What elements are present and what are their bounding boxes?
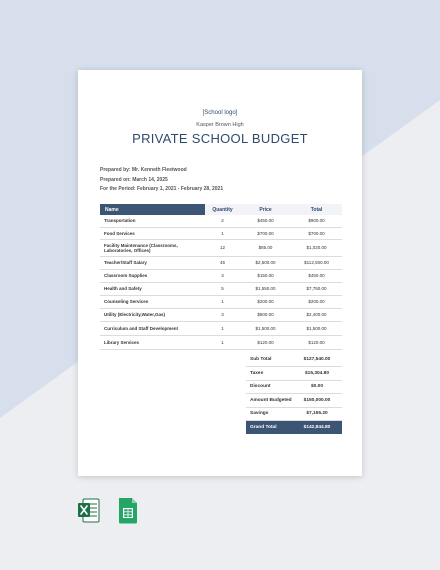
row-name: Utility (Electricity,Water,Gas) bbox=[100, 308, 205, 321]
row-quantity: 45 bbox=[205, 256, 240, 269]
period-value: February 1, 2021 - February 28, 2021 bbox=[136, 186, 224, 192]
row-total: $1,020.00 bbox=[291, 239, 342, 256]
row-price: $700.00 bbox=[240, 227, 291, 239]
row-name: Classroom Supplies bbox=[100, 269, 205, 282]
row-total: $450.00 bbox=[291, 269, 342, 282]
summary-label: Amount Budgeted bbox=[246, 394, 292, 408]
row-name: Facility Maintenance (Classrooms, Laboratories, Offices) bbox=[100, 239, 205, 256]
table-row bbox=[100, 227, 342, 239]
summary-table bbox=[246, 353, 342, 434]
table-row bbox=[100, 335, 342, 349]
table-row bbox=[100, 295, 342, 308]
budget-table bbox=[100, 204, 342, 350]
table-row bbox=[100, 215, 342, 227]
row-total: $700.00 bbox=[291, 227, 342, 239]
summary-value: $7,155.20 bbox=[292, 407, 342, 421]
prepared-on-label: Prepared on: bbox=[100, 177, 131, 183]
row-total: $200.00 bbox=[291, 295, 342, 308]
prepared-on-value: March 14, 2025 bbox=[132, 177, 168, 183]
row-price: $1,500.00 bbox=[240, 321, 291, 335]
table-header-row bbox=[100, 204, 342, 215]
summary-label: Discount bbox=[246, 380, 292, 394]
summary-row-discount bbox=[246, 380, 342, 394]
table-row bbox=[100, 308, 342, 321]
row-quantity: 5 bbox=[205, 282, 240, 295]
row-price: $2,500.00 bbox=[240, 256, 291, 269]
summary-row-savings bbox=[246, 407, 342, 421]
row-quantity: 1 bbox=[205, 335, 240, 349]
prepared-by-label: Prepared by: bbox=[100, 167, 131, 173]
row-quantity: 3 bbox=[205, 269, 240, 282]
row-price: $450.00 bbox=[240, 215, 291, 227]
school-name: Kasper Brown High bbox=[196, 122, 244, 128]
row-quantity: 3 bbox=[205, 308, 240, 321]
row-price: $150.00 bbox=[240, 269, 291, 282]
summary-label: Savings bbox=[246, 407, 292, 421]
summary-row-grand-total bbox=[246, 421, 342, 435]
table-row bbox=[100, 239, 342, 256]
row-quantity: 12 bbox=[205, 239, 240, 256]
summary-value: $127,540.00 bbox=[292, 353, 342, 367]
table-row bbox=[100, 269, 342, 282]
row-name: Health and Safety bbox=[100, 282, 205, 295]
document-title: PRIVATE SCHOOL BUDGET bbox=[132, 131, 308, 146]
row-total: $1,500.00 bbox=[291, 321, 342, 335]
row-name: Library Services bbox=[100, 335, 205, 349]
row-total: $120.00 bbox=[291, 335, 342, 349]
prepared-on bbox=[100, 177, 168, 183]
header-quantity: Quantity bbox=[205, 204, 240, 215]
row-name: Curriculum and Staff Development bbox=[100, 321, 205, 335]
summary-value: $15,304.80 bbox=[292, 367, 342, 381]
row-total: $900.00 bbox=[291, 215, 342, 227]
table-row bbox=[100, 321, 342, 335]
summary-row-amount-budgeted bbox=[246, 394, 342, 408]
row-name: Teacher/Staff Salary bbox=[100, 256, 205, 269]
table-row bbox=[100, 256, 342, 269]
google-sheets-icon[interactable] bbox=[117, 497, 139, 524]
summary-row-subtotal bbox=[246, 353, 342, 367]
budget-period bbox=[100, 186, 223, 192]
table-row bbox=[100, 282, 342, 295]
summary-label: Grand Total bbox=[246, 421, 292, 435]
header-price: Price bbox=[240, 204, 291, 215]
period-label: For the Period: bbox=[100, 186, 136, 192]
row-quantity: 1 bbox=[205, 227, 240, 239]
header-total: Total bbox=[291, 204, 342, 215]
row-price: $85.00 bbox=[240, 239, 291, 256]
summary-label: Taxes bbox=[246, 367, 292, 381]
row-total: $7,750.00 bbox=[291, 282, 342, 295]
prepared-by bbox=[100, 167, 187, 173]
row-quantity: 2 bbox=[205, 215, 240, 227]
row-total: $2,400.00 bbox=[291, 308, 342, 321]
summary-value: $0.00 bbox=[292, 380, 342, 394]
summary-label: Sub Total bbox=[246, 353, 292, 367]
row-price: $120.00 bbox=[240, 335, 291, 349]
school-logo-placeholder: [School logo] bbox=[202, 110, 238, 116]
excel-icon[interactable] bbox=[78, 497, 100, 524]
row-total: $112,500.00 bbox=[291, 256, 342, 269]
prepared-by-value: Mr. Kenneth Fleetwood bbox=[131, 167, 187, 173]
summary-value: $142,844.80 bbox=[292, 421, 342, 435]
row-price: $1,550.00 bbox=[240, 282, 291, 295]
row-price: $800.00 bbox=[240, 308, 291, 321]
row-price: $200.00 bbox=[240, 295, 291, 308]
row-quantity: 1 bbox=[205, 295, 240, 308]
summary-value: $150,000.00 bbox=[292, 394, 342, 408]
row-name: Transportation bbox=[100, 215, 205, 227]
row-quantity: 1 bbox=[205, 321, 240, 335]
row-name: Counseling Services bbox=[100, 295, 205, 308]
summary-row-taxes bbox=[246, 367, 342, 381]
row-name: Food Services bbox=[100, 227, 205, 239]
document-page bbox=[78, 70, 362, 476]
header-name: Name bbox=[100, 204, 205, 215]
